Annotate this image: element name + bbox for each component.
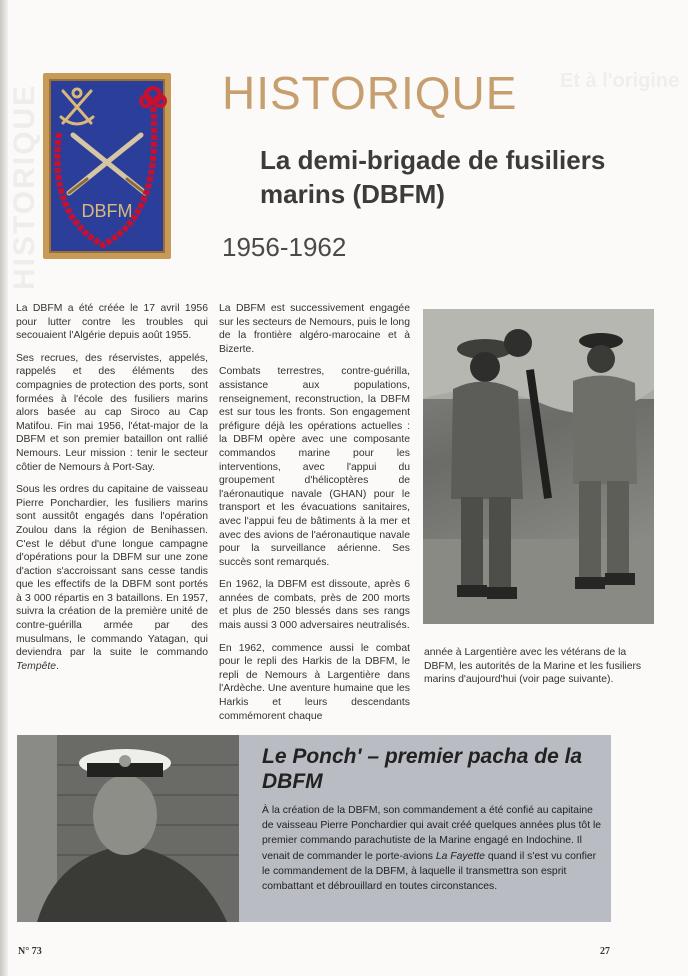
dbfm-insignia-graphic [43, 73, 171, 259]
paragraph: Ses recrues, des réservistes, appelés, rappelés et des éléments des compagnies de protection des ports, sont formées à l'école des fusiliers marins alors basée au cap Siroco au Cap Matifou. Fin mai 1956, l'état-major de la DBFM et son premier bataillon ont rallié Nemours. Leur mission : tenir le secteur côtier de Nemours à Port-Say. [16, 352, 208, 473]
article-column-2 [219, 302, 410, 732]
paragraph: Combats terrestres, contre-guérilla, assistance aux populations, renseignement, reconstruction, la DBFM est sur tous les fronts. Son engagement préfigure déjà les opérations actuelles : la DBFM opère avec une composante commandos marine pour les interventions, avec l'appui du groupement d'hélicoptères de l'aéronautique navale (GHAN) pour le transport et les évacuations sanitaires, avec l'appui feu de bâtiments à la mer et avec des avions de l'aéronautique navale pour la surveillance aérienne. Ses succès sont remarqués. [219, 366, 410, 568]
ship-name: La Fayette [435, 850, 485, 862]
sidebar-title: Le Ponch' – premier pacha de la DBFM [262, 745, 583, 793]
commando-name: Tempête [16, 660, 57, 672]
article-column-3 [424, 646, 642, 696]
ponchardier-portrait [17, 735, 239, 922]
paragraph: La DBFM est successivement engagée sur les secteurs de Nemours, puis le long de la frontière algéro-marocaine et à Bizerte. [219, 303, 410, 355]
paragraph: En 1962, commence aussi le combat pour le repli des Harkis de la DBFM, le repli de Nemours à Largentière dans l'Ardèche. Une aventure humaine que les Harkis et leurs descendants commémorent chaque [219, 642, 410, 722]
paragraph-end: . [56, 660, 59, 672]
paragraph-text: Sous les ordres du capitaine de vaisseau Pierre Ponchardier, les fusiliers marins sont aussitôt engagés dans l'opération Zoulou dans la région de Benihassen. C'est le début d'une longue campagne d'opérations pour la DBFM sur une zone d'action s'accroissant sans cesse tandis que les effectifs de la DBFM sont portés à 3 000 répartis en 3 bataillons. En 1957, suivra la création de la première unité de contre-guérilla armée par des musulmans, le commando Yatagan, qui deviendra par la suite le commando [16, 484, 208, 659]
paragraph [16, 483, 208, 673]
paragraph: année à Largentière avec les vétérans de la DBFM, les autorités de la Marine et les fusiliers marins d'aujourd'hui (voir page suivante). [424, 647, 642, 686]
portrait-illustration [17, 735, 239, 922]
sidebar-text-part: À la création de la DBFM, son commandement a été confié au capitaine de vaisseau Pierre Ponchardier qui avait créé quelques années plus tôt le premier commando parachutiste de la Marine engagé en Indochine. Il venait de commander le porte-avions [262, 805, 602, 862]
page-number: 27 [600, 946, 610, 957]
section-title: HISTORIQUE [222, 67, 518, 119]
article-years: 1956-1962 [222, 232, 347, 262]
article-subtitle: La demi-brigade de fusiliers marins (DBFM) [260, 145, 606, 209]
insignia-label: DBFM [81, 201, 133, 221]
page-spine-shadow [0, 0, 8, 976]
paragraph: La DBFM a été créée le 17 avril 1956 pour lutter contre les troubles qui secouaient l'Algérie depuis août 1955. [16, 303, 208, 342]
article-column-1 [16, 302, 208, 682]
soldiers-photo-illustration [423, 309, 654, 624]
bleed-through-top-text: Et à l'origine [560, 70, 680, 92]
sidebar-text-part: quand il s'est vu confier le commandement de la DBFM, à laquelle il transmettra son esprit combattant et débrouillard en toutes circonstances. [262, 850, 597, 893]
soldiers-photo [423, 309, 654, 624]
sidebar-text [262, 803, 602, 894]
bleed-through-side-text: HISTORIQUE [8, 83, 41, 290]
issue-number: N° 73 [18, 946, 42, 957]
dbfm-insignia [43, 73, 171, 259]
paragraph: En 1962, la DBFM est dissoute, après 6 années de combats, près de 200 morts et plus de 250 blessés dans ses rangs mais aussi 3 000 adversaires neutralisés. [219, 579, 410, 632]
